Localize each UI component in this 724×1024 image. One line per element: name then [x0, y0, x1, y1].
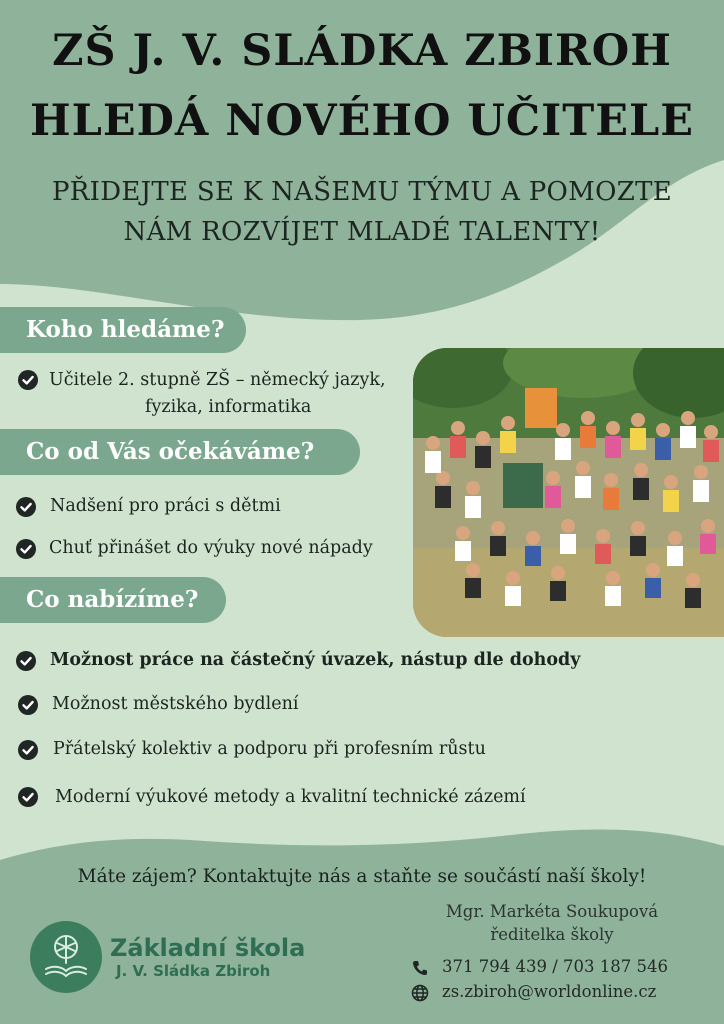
offer-item-3: Přátelský kolektiv a podporu při profesním růstu	[53, 739, 486, 759]
subtitle	[0, 172, 724, 252]
subtitle-line2: NÁM ROZVÍJET MLADÉ TALENTY!	[123, 217, 601, 247]
check-circle-icon	[18, 787, 38, 807]
subtitle-line1: PŘIDEJTE SE K NAŠEMU TÝMU A POMOZTE	[51, 177, 672, 207]
section-heading-offer: Co nabízíme?	[0, 577, 226, 623]
offer-item-2: Možnost městského bydlení	[52, 694, 299, 714]
group-photo	[413, 348, 724, 637]
contact-phone[interactable]: 371 794 439 / 703 187 546	[442, 957, 668, 976]
page-title-line1: ZŠ J. V. SLÁDKA ZBIROH	[52, 26, 672, 76]
contact-email[interactable]: zs.zbiroh@worldonline.cz	[442, 982, 657, 1001]
expect-item-1: Nadšení pro práci s dětmi	[50, 496, 281, 516]
check-circle-icon	[18, 370, 38, 390]
phone-icon	[411, 959, 429, 977]
globe-icon	[411, 984, 429, 1002]
call-to-action: Máte zájem? Kontaktujte nás a staňte se součástí naší školy!	[77, 866, 647, 887]
contact-role: ředitelka školy	[490, 925, 614, 944]
section-heading-seeking: Koho hledáme?	[0, 307, 246, 353]
expect-item-2: Chuť přinášet do výuky nové nápady	[49, 538, 373, 558]
check-circle-icon	[18, 740, 38, 760]
contact-name: Mgr. Markéta Soukupová	[445, 902, 659, 921]
check-circle-icon	[18, 695, 38, 715]
tree-book-icon	[30, 921, 102, 993]
check-circle-icon	[16, 497, 36, 517]
section-heading-expect: Co od Vás očekáváme?	[0, 429, 360, 475]
offer-item-1: Možnost práce na částečný úvazek, nástup dle dohody	[50, 650, 581, 670]
seeking-item-line1: Učitele 2. stupně ZŠ – německý jazyk,	[49, 370, 386, 390]
seeking-item-line2: fyzika, informatika	[145, 397, 312, 417]
check-circle-icon	[16, 651, 36, 671]
page-title-line2: HLEDÁ NOVÉHO UČITELE	[29, 96, 695, 146]
logo-text-name: J. V. Sládka Zbiroh	[116, 962, 271, 980]
offer-item-4: Moderní výukové metody a kvalitní technické zázemí	[55, 787, 526, 807]
logo-text-school: Základní škola	[110, 934, 306, 962]
check-circle-icon	[16, 539, 36, 559]
